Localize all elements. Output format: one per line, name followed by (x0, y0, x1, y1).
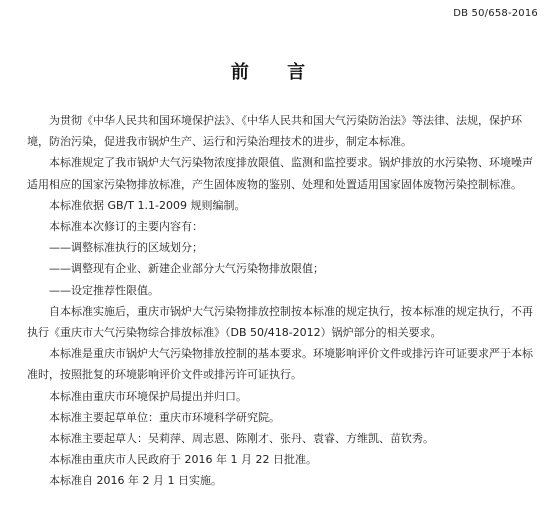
paragraph-proposer: 本标准由重庆市环境保护局提出并归口。 (49, 389, 247, 403)
paragraph-basic-requirement: 本标准是重庆市锅炉大气污染物排放控制的基本要求。环境影响评价文件或排污许可证要求严于本标准时，按照批复的环境影响评价文件或排污许可证执行。 (27, 347, 533, 382)
revision-item-recommended: ——设定推荐性限值。 (49, 283, 159, 297)
standard-code: DB 50/658-2016 (453, 8, 538, 19)
paragraph-approval: 本标准由重庆市人民政府于 2016 年 1 月 22 日批准。 (49, 453, 317, 467)
paragraph-revision-intro: 本标准本次修订的主要内容有： (49, 220, 203, 234)
foreword-body (0, 110, 552, 492)
paragraph-drafters: 本标准主要起草人：吴莉萍、周志恩、陈刚才、张丹、袁睿、方维凯、苗钦秀。 (49, 432, 434, 446)
revision-item-region: ——调整标准执行的区域划分； (49, 241, 203, 255)
revision-item-limits: ——调整现有企业、新建企业部分大气污染物排放限值； (49, 262, 324, 276)
paragraph-implementation: 自本标准实施后，重庆市锅炉大气污染物排放控制按本标准的规定执行，按本标准的规定执行，不再执行《重庆市大气污染物综合排放标准》（DB 50/418-2012）锅炉部分的相关要求。 (27, 304, 533, 340)
paragraph-scope: 本标准规定了我市锅炉大气污染物浓度排放限值、监测和监控要求。锅炉排放的水污染物、环境噪声适用相应的国家污染物排放标准，产生固体废物的鉴别、处理和处置适用国家固体废物污染控制标准。 (27, 156, 533, 191)
paragraph-drafting-rules: 本标准依据 GB/T 1.1-2009 规则编制。 (49, 198, 246, 212)
paragraph-purpose: 为贯彻《中华人民共和国环境保护法》、《中华人民共和国大气污染防治法》等法律、法规，保护环境，防治污染，促进我市锅炉生产、运行和污染治理技术的进步，制定本标准。 (27, 114, 522, 149)
paragraph-drafting-unit: 本标准主要起草单位：重庆市环境科学研究院。 (49, 410, 280, 424)
paragraph-effective-date: 本标准自 2016 年 2 月 1 日实施。 (49, 474, 222, 488)
foreword-title: 前 言 (230, 62, 322, 83)
